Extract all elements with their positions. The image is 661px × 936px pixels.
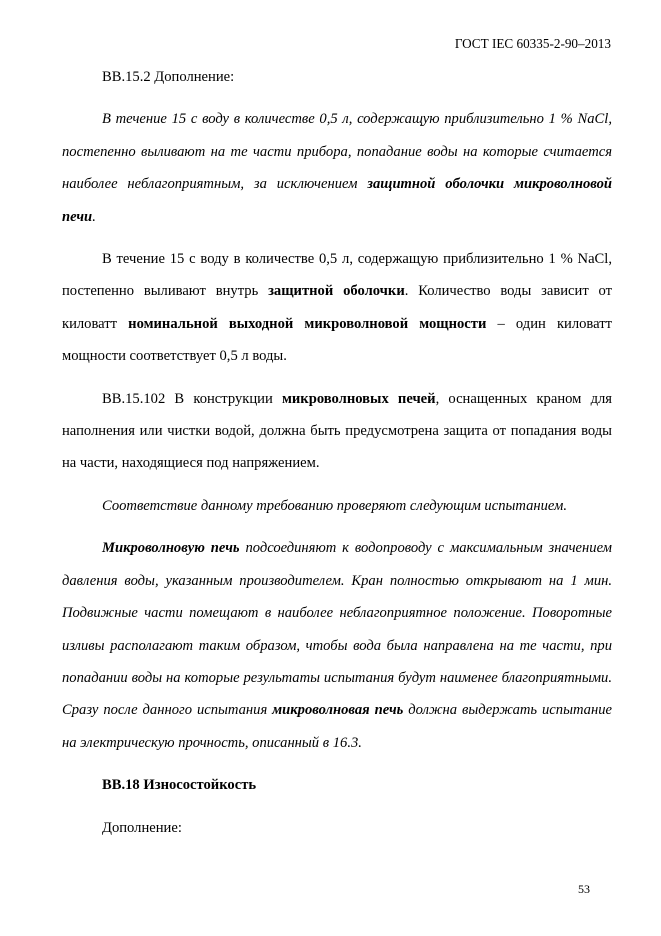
term-emphasis: защитной оболочки микроволновой печи <box>62 176 612 225</box>
clause-bb-15-2-heading: BB.15.2 Дополнение: <box>102 69 235 85</box>
text-run: – один киловатт мощности соответствует 0,5 л воды. <box>62 315 612 365</box>
text-run: подсоединяют к водопроводу с максимальным значением давления воды, указанным производителем. Кран полностью открывают на 1 мин. Подвижные части помещают в наиболее неблагоприятное положение. Поворотные изливы располагают таким образом, чтобы вода была направлена на те части, при попадании воды на которые результаты испытания будут наименее благоприятными. Сразу после данного испытания <box>62 540 612 719</box>
section-bb-18-supplement: Дополнение: <box>102 819 182 836</box>
document-header: ГОСТ IEC 60335-2-90–2013 <box>454 36 611 51</box>
text-run: должна выдержать испытание на электрическую прочность, описанный в 16.3. <box>62 702 612 751</box>
test-procedure <box>62 532 612 759</box>
text-run: BB.15.102 В конструкции <box>102 390 282 407</box>
text-run: . <box>92 208 96 225</box>
term-emphasis: защитной оболочки <box>268 283 405 300</box>
text-run: В течение 15 с воду в количестве 0,5 л, содержащую приблизительно 1 % NaCl, постепенно выливают внутрь <box>62 251 612 300</box>
page-number: 53 <box>578 882 590 896</box>
term-emphasis: Микроволновую печь <box>102 540 240 557</box>
text-run: . Количество воды зависит от киловатт <box>62 283 613 332</box>
compliance-check-statement: Соответствие данному требованию проверяют следующим испытанием. <box>102 497 568 514</box>
text-run: , оснащенных краном для наполнения или чистки водой, должна быть предусмотрена защита от попадания воды на части, находящиеся под напряжением. <box>62 390 612 472</box>
term-emphasis: микроволновых печей <box>281 390 436 407</box>
section-title: BB.18 Износостойкость <box>102 777 257 794</box>
text-run: В течение 15 с воду в количестве 0,5 л, содержащую приблизительно 1 % NaCl, постепенно выливают на те части прибора, попадание воды на которые считается наиболее неблагоприятным, за исключением <box>62 111 612 193</box>
term-emphasis: номинальной выходной микроволновой мощности <box>128 315 487 332</box>
clause-bb-15-2-text <box>62 103 612 233</box>
clause-bb-15-2-supplement <box>62 243 612 373</box>
page-body <box>62 61 612 844</box>
term-emphasis: микроволновая печь <box>272 702 404 719</box>
clause-bb-15-102 <box>62 383 612 480</box>
section-bb-18-heading <box>62 769 612 801</box>
